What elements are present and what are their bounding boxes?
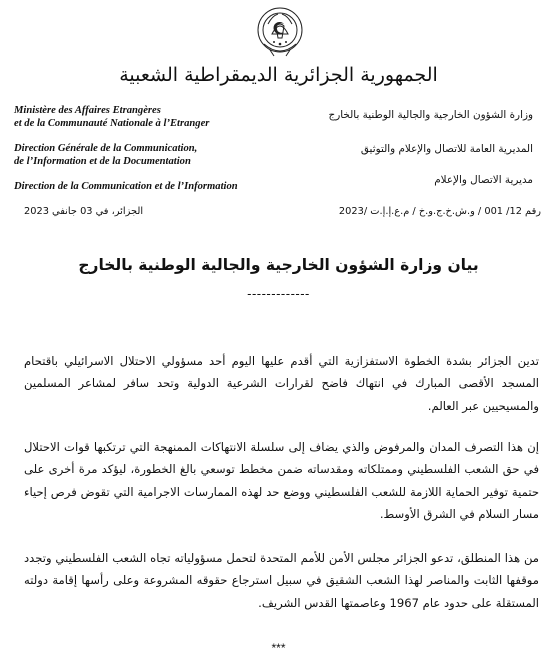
- reference-number: رقم 12/ 001 / و.ش.خ.ج.و.خ / م.ع.إ.إ.ت /2023: [338, 206, 541, 217]
- directorate-fr: Direction de la Communication et de l’Information: [14, 181, 238, 192]
- republic-name: الجمهورية الجزائرية الديمقراطية الشعبية: [119, 64, 438, 86]
- ministry-name-fr-line1: Ministère des Affaires Etrangères: [14, 105, 161, 116]
- directorate-general-fr-line2: de l’Information et de la Documentation: [14, 156, 191, 167]
- state-emblem-icon: [254, 4, 306, 60]
- title-separator: -------------: [247, 286, 310, 301]
- closing-stars: ***: [271, 641, 286, 655]
- paragraph-3: من هذا المنطلق، تدعو الجزائر مجلس الأمن للأمم المتحدة لتحمل مسؤولياته تجاه الشعب الفلسطيني وتجدد موقفها الثابت والمناصر لهذا الشعب الشقيق في سبيل استرجاع حقوقه المشروعة وعلى رأسها إقامة دولته المستقلة على حدود عام 1967 وعاصمتها القدس الشريف.: [24, 551, 539, 610]
- issue-date: الجزائر، في 03 جانفي 2023: [24, 206, 144, 217]
- ministry-name-fr-line2: et de la Communauté Nationale à l’Etranger: [14, 118, 210, 129]
- directorate-general-fr-line1: Direction Générale de la Communication,: [14, 143, 198, 154]
- paragraph-2: إن هذا التصرف المدان والمرفوض والذي يضاف إلى سلسلة الانتهاكات الممنهجة التي ترتكبها قوات الاحتلال في حق الشعب الفلسطيني وممتلكاته ومقدساته ضمن مخطط توسعي بالغ الخطورة، ليؤكد مرة أخرى على حتمية توفير الحماية اللازمة للشعب الفلسطيني ووضع حد لهذه الممارسات الاجرامية التي تقوض فرص إحياء مسار السلام في الشرق الأوسط.: [24, 440, 539, 521]
- directorate-general-ar: المديرية العامة للاتصال والإعلام والتوثيق: [360, 143, 533, 155]
- statement-title: بيان وزارة الشؤون الخارجية والجالية الوطنية بالخارج: [78, 256, 479, 274]
- paragraph-1: تدين الجزائر بشدة الخطوة الاستفزازية التي أقدم عليها اليوم أحد مسؤولي الاحتلال الاسرائيلي باقتحام المسجد الأقصى المبارك في انتهاك فاضح لقرارات الشرعية الدولية وتحد سافر لمشاعر المسلمين والمسيحيين عبر العالم.: [24, 354, 539, 413]
- directorate-ar: مديرية الاتصال والإعلام: [434, 174, 533, 186]
- ministry-name-ar: وزارة الشؤون الخارجية والجالية الوطنية بالخارج: [328, 109, 533, 121]
